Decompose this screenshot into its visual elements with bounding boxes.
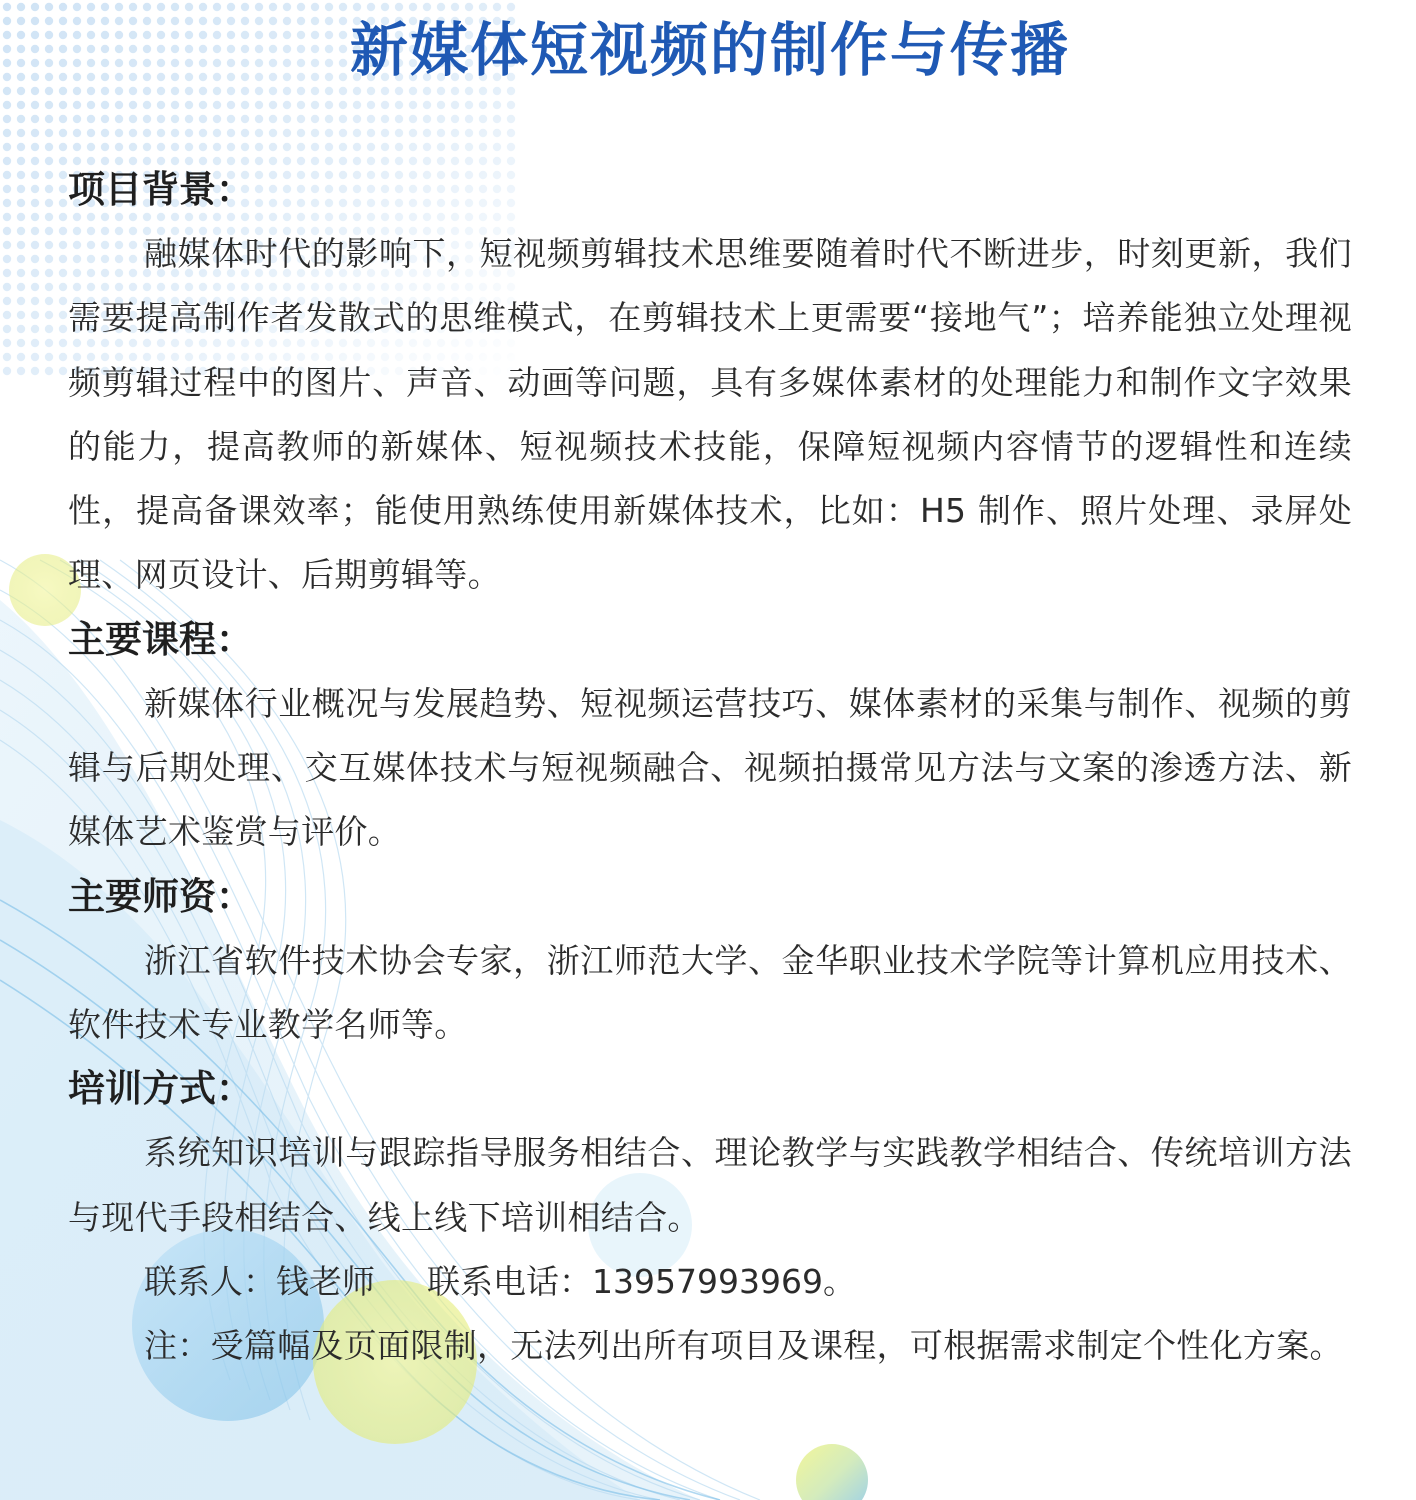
section-training-method xyxy=(68,1057,1352,1250)
contact-phone: 联系电话：13957993969。 xyxy=(427,1261,856,1301)
section-background xyxy=(68,158,1352,608)
content-body xyxy=(68,158,1352,1378)
page-title: 新媒体短视频的制作与传播 xyxy=(349,16,1070,84)
section-heading: 培训方式： xyxy=(68,1067,253,1111)
contact-person: 联系人：钱老师 xyxy=(144,1261,375,1301)
section-courses xyxy=(68,608,1352,865)
section-faculty xyxy=(68,865,1352,1058)
section-paragraph: 新媒体行业概况与发展趋势、短视频运营技巧、媒体素材的采集与制作、视频的剪辑与后期处理、交互媒体技术与短视频融合、视频拍摄常见方法与文案的渗透方法、新媒体艺术鉴赏与评价。 xyxy=(68,683,1352,852)
section-paragraph: 系统知识培训与跟踪指导服务相结合、理论教学与实践教学相结合、传统培训方法与现代手段相结合、线上线下培训相结合。 xyxy=(68,1133,1352,1237)
section-heading: 项目背景： xyxy=(68,168,253,211)
footnote: 注：受篇幅及页面限制，无法列出所有项目及课程，可根据需求制定个性化方案。 xyxy=(144,1326,1343,1366)
section-paragraph: 融媒体时代的影响下，短视频剪辑技术思维要随着时代不断进步，时刻更新，我们需要提高制作者发散式的思维模式，在剪辑技术上更需要“接地气”；培养能独立处理视频剪辑过程中的图片、声音、动画等问题，具有多媒体素材的处理能力和制作文字效果的能力，提高教师的新媒体、短视频技术技能，保障短视频内容情节的逻辑性和连续性，提高备课效率；能使用熟练使用新媒体技术，比如：H5 制作、照片处理、录屏处理、网页设计、后期剪辑等。 xyxy=(68,234,1352,595)
contact-info xyxy=(68,1250,1352,1314)
section-heading: 主要课程： xyxy=(68,617,253,661)
section-heading: 主要师资： xyxy=(68,874,253,918)
section-paragraph: 浙江省软件技术协会专家，浙江师范大学、金华职业技术学院等计算机应用技术、软件技术专业教学名师等。 xyxy=(68,940,1352,1044)
